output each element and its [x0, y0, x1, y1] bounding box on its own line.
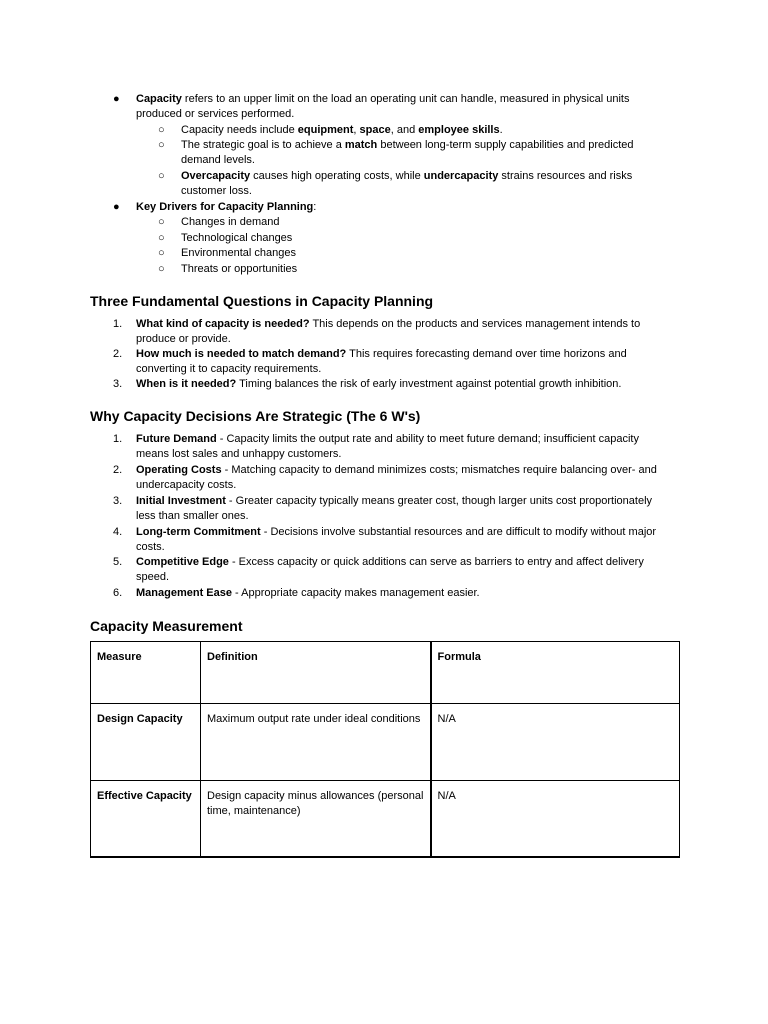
bold-term: Key Drivers for Capacity Planning [136, 201, 314, 213]
driver-item: Changes in demand [181, 216, 280, 228]
text: - Capacity limits the output rate and ability to meet future demand; insufficient capacity [216, 433, 639, 445]
strategic-item-line-2: speed. [136, 571, 170, 583]
strategic-item-line-2: undercapacity costs. [136, 479, 237, 491]
table-row [91, 781, 680, 858]
list-number: 3. [113, 378, 123, 390]
list-number: 4. [113, 526, 123, 538]
question-item-line-2: produce or provide. [136, 333, 231, 345]
list-number: 1. [113, 318, 123, 330]
strategic-item-line-2: costs. [136, 541, 165, 553]
text: . [499, 124, 503, 136]
strategic-item-line-2: means lost sales and unhappy customers. [136, 448, 342, 460]
text: refers to an upper limit on the load an operating unit can handle, measured in physical units [181, 93, 630, 105]
strategic-item-line-1 [136, 525, 656, 540]
questions-heading: Three Fundamental Questions in Capacity Planning [90, 293, 434, 309]
bold-term: How much is needed to match demand? [136, 348, 347, 360]
strategic-item-line-2: less than smaller ones. [136, 510, 249, 522]
strategic-item-line-1 [136, 432, 639, 447]
sub-bullet-marker: ○ [158, 263, 165, 275]
measure-cell: Design Capacity [91, 704, 201, 781]
strategic-item-line-1 [136, 494, 652, 509]
bold-term: When is it needed? [136, 378, 237, 390]
bullet-marker: ● [113, 201, 120, 213]
text: Timing balances the risk of early investment against potential growth inhibition. [236, 378, 622, 390]
bold-term: Capacity [136, 93, 182, 105]
measure-cell: Effective Capacity [91, 781, 201, 858]
bold-term: undercapacity [423, 170, 499, 182]
text: causes high operating costs, while [250, 170, 424, 182]
text: This depends on the products and services management intends to [309, 318, 641, 330]
text: - Matching capacity to demand minimizes costs; mismatches require balancing over- and [221, 464, 657, 476]
driver-item: Environmental changes [181, 247, 296, 259]
strategic-item-line-1 [136, 555, 644, 570]
text: - Excess capacity or quick additions can serve as barriers to entry and affect delivery [228, 556, 644, 568]
table-header-row [91, 642, 680, 704]
bullet-marker: ● [113, 93, 120, 105]
capacity-definition-line-2: produced or services performed. [136, 108, 295, 120]
definition-cell: Maximum output rate under ideal conditions [201, 704, 431, 781]
bold-term: Initial Investment [136, 495, 226, 507]
sub-bullet-marker: ○ [158, 232, 165, 244]
key-drivers-heading [136, 200, 316, 215]
question-item-line-1 [136, 317, 640, 332]
text: between long-term supply capabilities and predicted [377, 139, 634, 151]
bold-term: employee skills [418, 124, 500, 136]
strategic-item-line-1 [136, 586, 480, 601]
text: This requires forecasting demand over time horizons and [346, 348, 627, 360]
sub-bullet-overcapacity-line-2: customer loss. [181, 185, 252, 197]
text: , and [390, 124, 419, 136]
formula-cell: N/A [431, 781, 680, 858]
text: - Greater capacity typically means greater cost, though larger units cost proportionately [225, 495, 653, 507]
text: - Appropriate capacity makes management easier. [231, 587, 480, 599]
list-number: 1. [113, 433, 123, 445]
column-header-formula: Formula [431, 642, 680, 704]
text: strains resources and risks [498, 170, 633, 182]
column-header-definition: Definition [201, 642, 431, 704]
strategic-item-line-1 [136, 463, 657, 478]
strategic-heading: Why Capacity Decisions Are Strategic (The 6 W's) [90, 408, 421, 424]
bold-term: Operating Costs [136, 464, 222, 476]
list-number: 2. [113, 348, 123, 360]
column-header-measure: Measure [91, 642, 201, 704]
bold-term: space [359, 124, 391, 136]
formula-cell: N/A [431, 704, 680, 781]
table-row [91, 704, 680, 781]
list-number: 3. [113, 495, 123, 507]
sub-bullet-marker: ○ [158, 124, 165, 136]
bold-term: Overcapacity [181, 170, 251, 182]
bold-term: match [344, 139, 378, 151]
sub-bullet-marker: ○ [158, 216, 165, 228]
sub-bullet-marker: ○ [158, 170, 165, 182]
bold-term: Long-term Commitment [136, 526, 261, 538]
sub-bullet-strategic-goal-line-2: demand levels. [181, 154, 255, 166]
text: Capacity needs include [181, 124, 298, 136]
text: - Decisions involve substantial resources and are difficult to modify without major [260, 526, 657, 538]
sub-bullet-marker: ○ [158, 139, 165, 151]
sub-bullet-marker: ○ [158, 247, 165, 259]
measurement-heading: Capacity Measurement [90, 618, 243, 634]
bold-term: Competitive Edge [136, 556, 229, 568]
question-item-line-2: converting it to capacity requirements. [136, 363, 322, 375]
sub-bullet-strategic-goal-line-1 [181, 138, 634, 153]
list-number: 2. [113, 464, 123, 476]
capacity-definition-line-1 [136, 92, 629, 107]
driver-item: Technological changes [181, 232, 293, 244]
bold-term: What kind of capacity is needed? [136, 318, 310, 330]
question-item-line-1 [136, 347, 627, 362]
text: The strategic goal is to achieve a [181, 139, 345, 151]
text: : [313, 201, 317, 213]
definition-cell: Design capacity minus allowances (personal time, maintenance) [201, 781, 431, 858]
driver-item: Threats or opportunities [181, 263, 298, 275]
text: , [353, 124, 360, 136]
sub-bullet-overcapacity-line-1 [181, 169, 632, 184]
sub-bullet-capacity-needs [181, 123, 503, 138]
list-number: 5. [113, 556, 123, 568]
bold-term: Future Demand [136, 433, 217, 445]
bold-term: Management Ease [136, 587, 232, 599]
bold-term: equipment [297, 124, 354, 136]
question-item-line-1 [136, 377, 621, 392]
capacity-measurement-table [90, 641, 680, 858]
list-number: 6. [113, 587, 123, 599]
